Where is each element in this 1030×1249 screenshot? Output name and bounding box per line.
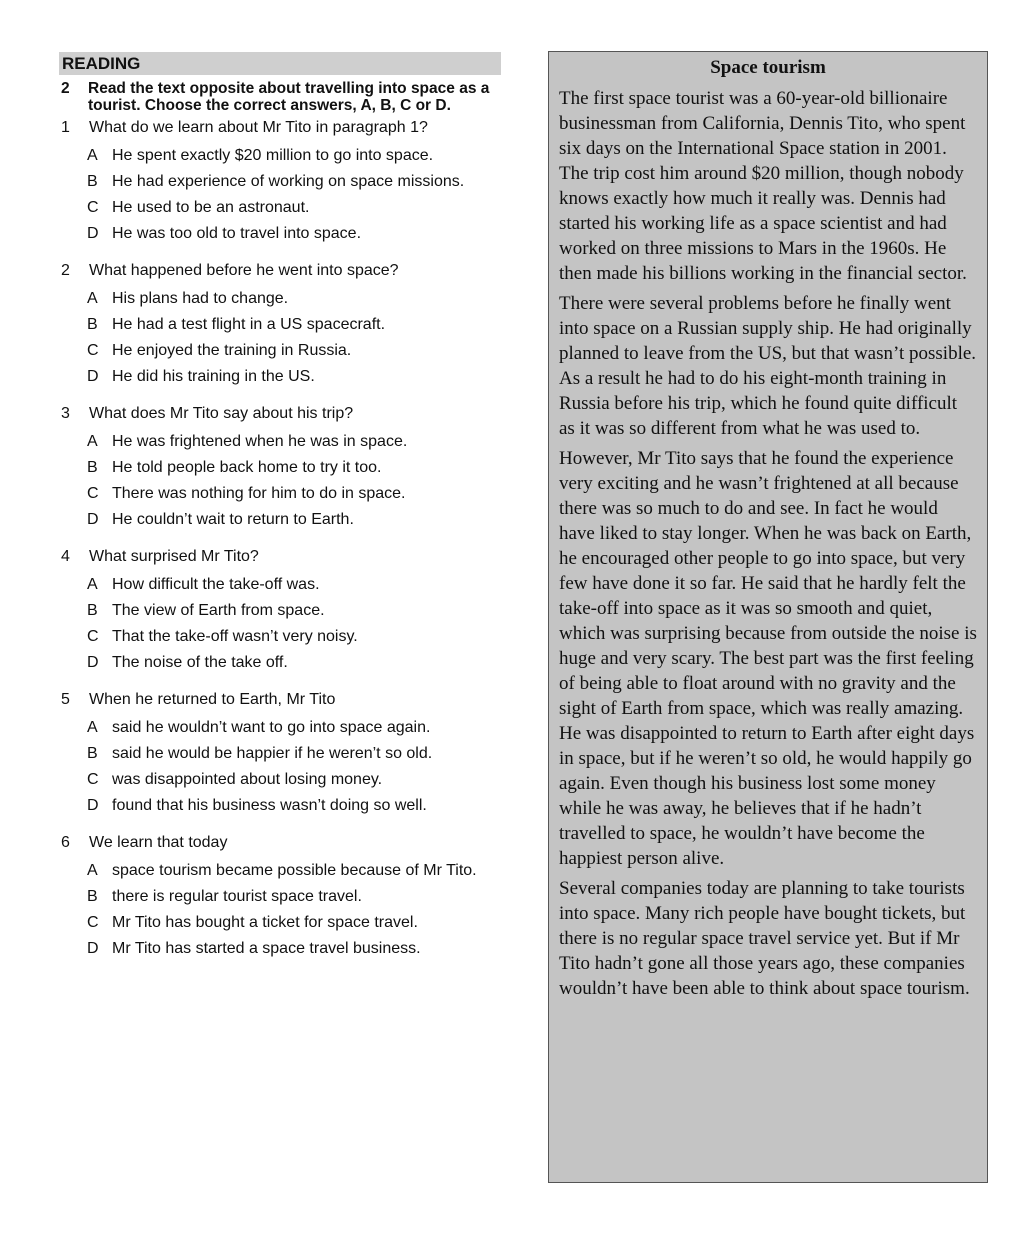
option-text: He couldn’t wait to return to Earth. [112, 511, 354, 528]
question-2 [59, 261, 501, 385]
option-letter: C [87, 199, 99, 216]
instruction-text: Read the text opposite about travelling into space as a tourist. Choose the correct answers, A, B, C or D. [88, 80, 490, 114]
question-4 [59, 547, 501, 671]
answer-option[interactable] [87, 771, 501, 788]
option-letter: A [87, 147, 98, 164]
question-1 [59, 118, 501, 242]
option-text: was disappointed about losing money. [112, 771, 383, 788]
section-heading: READING [59, 52, 501, 75]
answer-option[interactable] [87, 433, 501, 450]
exercise-column [59, 52, 501, 957]
option-letter: C [87, 771, 99, 788]
answer-option[interactable] [87, 342, 501, 359]
answer-option[interactable] [87, 225, 501, 242]
option-text: There was nothing for him to do in space. [112, 485, 406, 502]
option-text: Mr Tito has started a space travel business. [112, 940, 421, 957]
article-box [548, 51, 988, 1183]
answer-option[interactable] [87, 914, 501, 931]
option-text: found that his business wasn’t doing so well. [112, 797, 427, 814]
question-number: 6 [61, 834, 70, 851]
option-letter: D [87, 225, 99, 242]
answer-option[interactable] [87, 797, 501, 814]
option-letter: B [87, 888, 98, 905]
question-number: 4 [61, 548, 70, 565]
option-text: said he would be happier if he weren’t so old. [112, 745, 433, 762]
option-letter: D [87, 511, 99, 528]
article-paragraph-1: The first space tourist was a 60-year-old billionaire businessman from California, Dennis Tito, who spent six days on the International Space station in 2001. The trip cost him around $20 million, though nobody knows exactly how much it really was. Dennis had started his working life as a space scientist and had worked on three missions to Mars in the 1960s. He then made his billions working in the financial sector. [559, 88, 967, 284]
option-text: How difficult the take-off was. [112, 576, 320, 593]
option-letter: D [87, 797, 99, 814]
option-letter: B [87, 173, 98, 190]
option-text: He had experience of working on space missions. [112, 173, 465, 190]
answer-option[interactable] [87, 316, 501, 333]
answer-option[interactable] [87, 745, 501, 762]
answer-option[interactable] [87, 147, 501, 164]
option-letter: A [87, 576, 98, 593]
question-3 [59, 404, 501, 528]
option-text: That the take-off wasn’t very noisy. [112, 628, 358, 645]
question-text: What does Mr Tito say about his trip? [89, 405, 354, 422]
article-paragraph-2: There were several problems before he finally went into space on a Russian supply ship. He had originally planned to leave from the US, but that wasn’t possible. As a result he had to do his eight-month training in Russia before his trip, which he found quite difficult as it was so different from what he was used to. [559, 293, 977, 439]
answer-option[interactable] [87, 511, 501, 528]
article-title: Space tourism [710, 57, 826, 78]
question-number: 3 [61, 405, 70, 422]
option-letter: D [87, 654, 99, 671]
option-letter: B [87, 602, 98, 619]
article-paragraph-3: However, Mr Tito says that he found the experience very exciting and he wasn’t frightened at all because there was so much to do and see. In fact he would have liked to stay longer. When he was back on Earth, he encouraged other people to go into space, but very few have done it so far. He said that he hardly felt the take-off into space as it was so smooth and quiet, which was surprising because from outside the noise is huge and very scary. The best part was the first feeling of being able to float around with no gravity and the sight of Earth from space, which was really amazing. He was disappointed to return to Earth after eight days in space, but if he weren’t so old, he would happily go again. Even though his business lost some money while he was away, he believes that if he hadn’t travelled to space, he wouldn’t have become the happiest person alive. [559, 448, 977, 869]
option-text: He used to be an astronaut. [112, 199, 310, 216]
option-text: there is regular tourist space travel. [112, 888, 362, 905]
option-text: The noise of the take off. [112, 654, 288, 671]
option-letter: C [87, 628, 99, 645]
option-letter: A [87, 719, 98, 736]
option-text: He was frightened when he was in space. [112, 433, 408, 450]
answer-option[interactable] [87, 862, 501, 879]
question-number: 2 [61, 262, 70, 279]
question-text: When he returned to Earth, Mr Tito [89, 691, 336, 708]
answer-option[interactable] [87, 368, 501, 385]
answer-option[interactable] [87, 485, 501, 502]
question-number: 1 [61, 119, 70, 136]
option-text: He did his training in the US. [112, 368, 315, 385]
option-text: space tourism became possible because of Mr Tito. [112, 862, 477, 879]
option-letter: D [87, 368, 99, 385]
answer-option[interactable] [87, 459, 501, 476]
answer-option[interactable] [87, 654, 501, 671]
question-text: We learn that today [89, 834, 228, 851]
question-text: What happened before he went into space? [89, 262, 399, 279]
option-text: Mr Tito has bought a ticket for space travel. [112, 914, 418, 931]
answer-option[interactable] [87, 173, 501, 190]
exercise-number: 2 [61, 80, 70, 97]
question-text: What do we learn about Mr Tito in paragraph 1? [89, 119, 428, 136]
option-text: He enjoyed the training in Russia. [112, 342, 352, 359]
option-text: His plans had to change. [112, 290, 289, 307]
answer-option[interactable] [87, 719, 501, 736]
option-letter: B [87, 316, 98, 333]
option-letter: C [87, 342, 99, 359]
option-letter: C [87, 914, 99, 931]
option-text: He was too old to travel into space. [112, 225, 362, 242]
answer-option[interactable] [87, 199, 501, 216]
option-letter: B [87, 745, 98, 762]
option-text: The view of Earth from space. [112, 602, 325, 619]
answer-option[interactable] [87, 602, 501, 619]
exercise-instruction [59, 81, 501, 114]
article-paragraph-4: Several companies today are planning to take tourists into space. Many rich people have bought tickets, but there is no regular space travel service yet. But if Mr Tito hadn’t gone all those years ago, these companies wouldn’t have been able to think about space tourism. [559, 878, 970, 999]
option-text: said he wouldn’t want to go into space again. [112, 719, 431, 736]
option-text: He told people back home to try it too. [112, 459, 382, 476]
answer-option[interactable] [87, 940, 501, 957]
question-6 [59, 833, 501, 957]
answer-option[interactable] [87, 628, 501, 645]
question-text: What surprised Mr Tito? [89, 548, 259, 565]
option-letter: C [87, 485, 99, 502]
option-letter: A [87, 862, 98, 879]
option-text: He had a test flight in a US spacecraft. [112, 316, 386, 333]
option-letter: B [87, 459, 98, 476]
option-letter: D [87, 940, 99, 957]
question-5 [59, 690, 501, 814]
question-number: 5 [61, 691, 70, 708]
answer-option[interactable] [87, 888, 501, 905]
option-letter: A [87, 433, 98, 450]
answer-option[interactable] [87, 290, 501, 307]
option-letter: A [87, 290, 98, 307]
option-text: He spent exactly $20 million to go into space. [112, 147, 434, 164]
answer-option[interactable] [87, 576, 501, 593]
